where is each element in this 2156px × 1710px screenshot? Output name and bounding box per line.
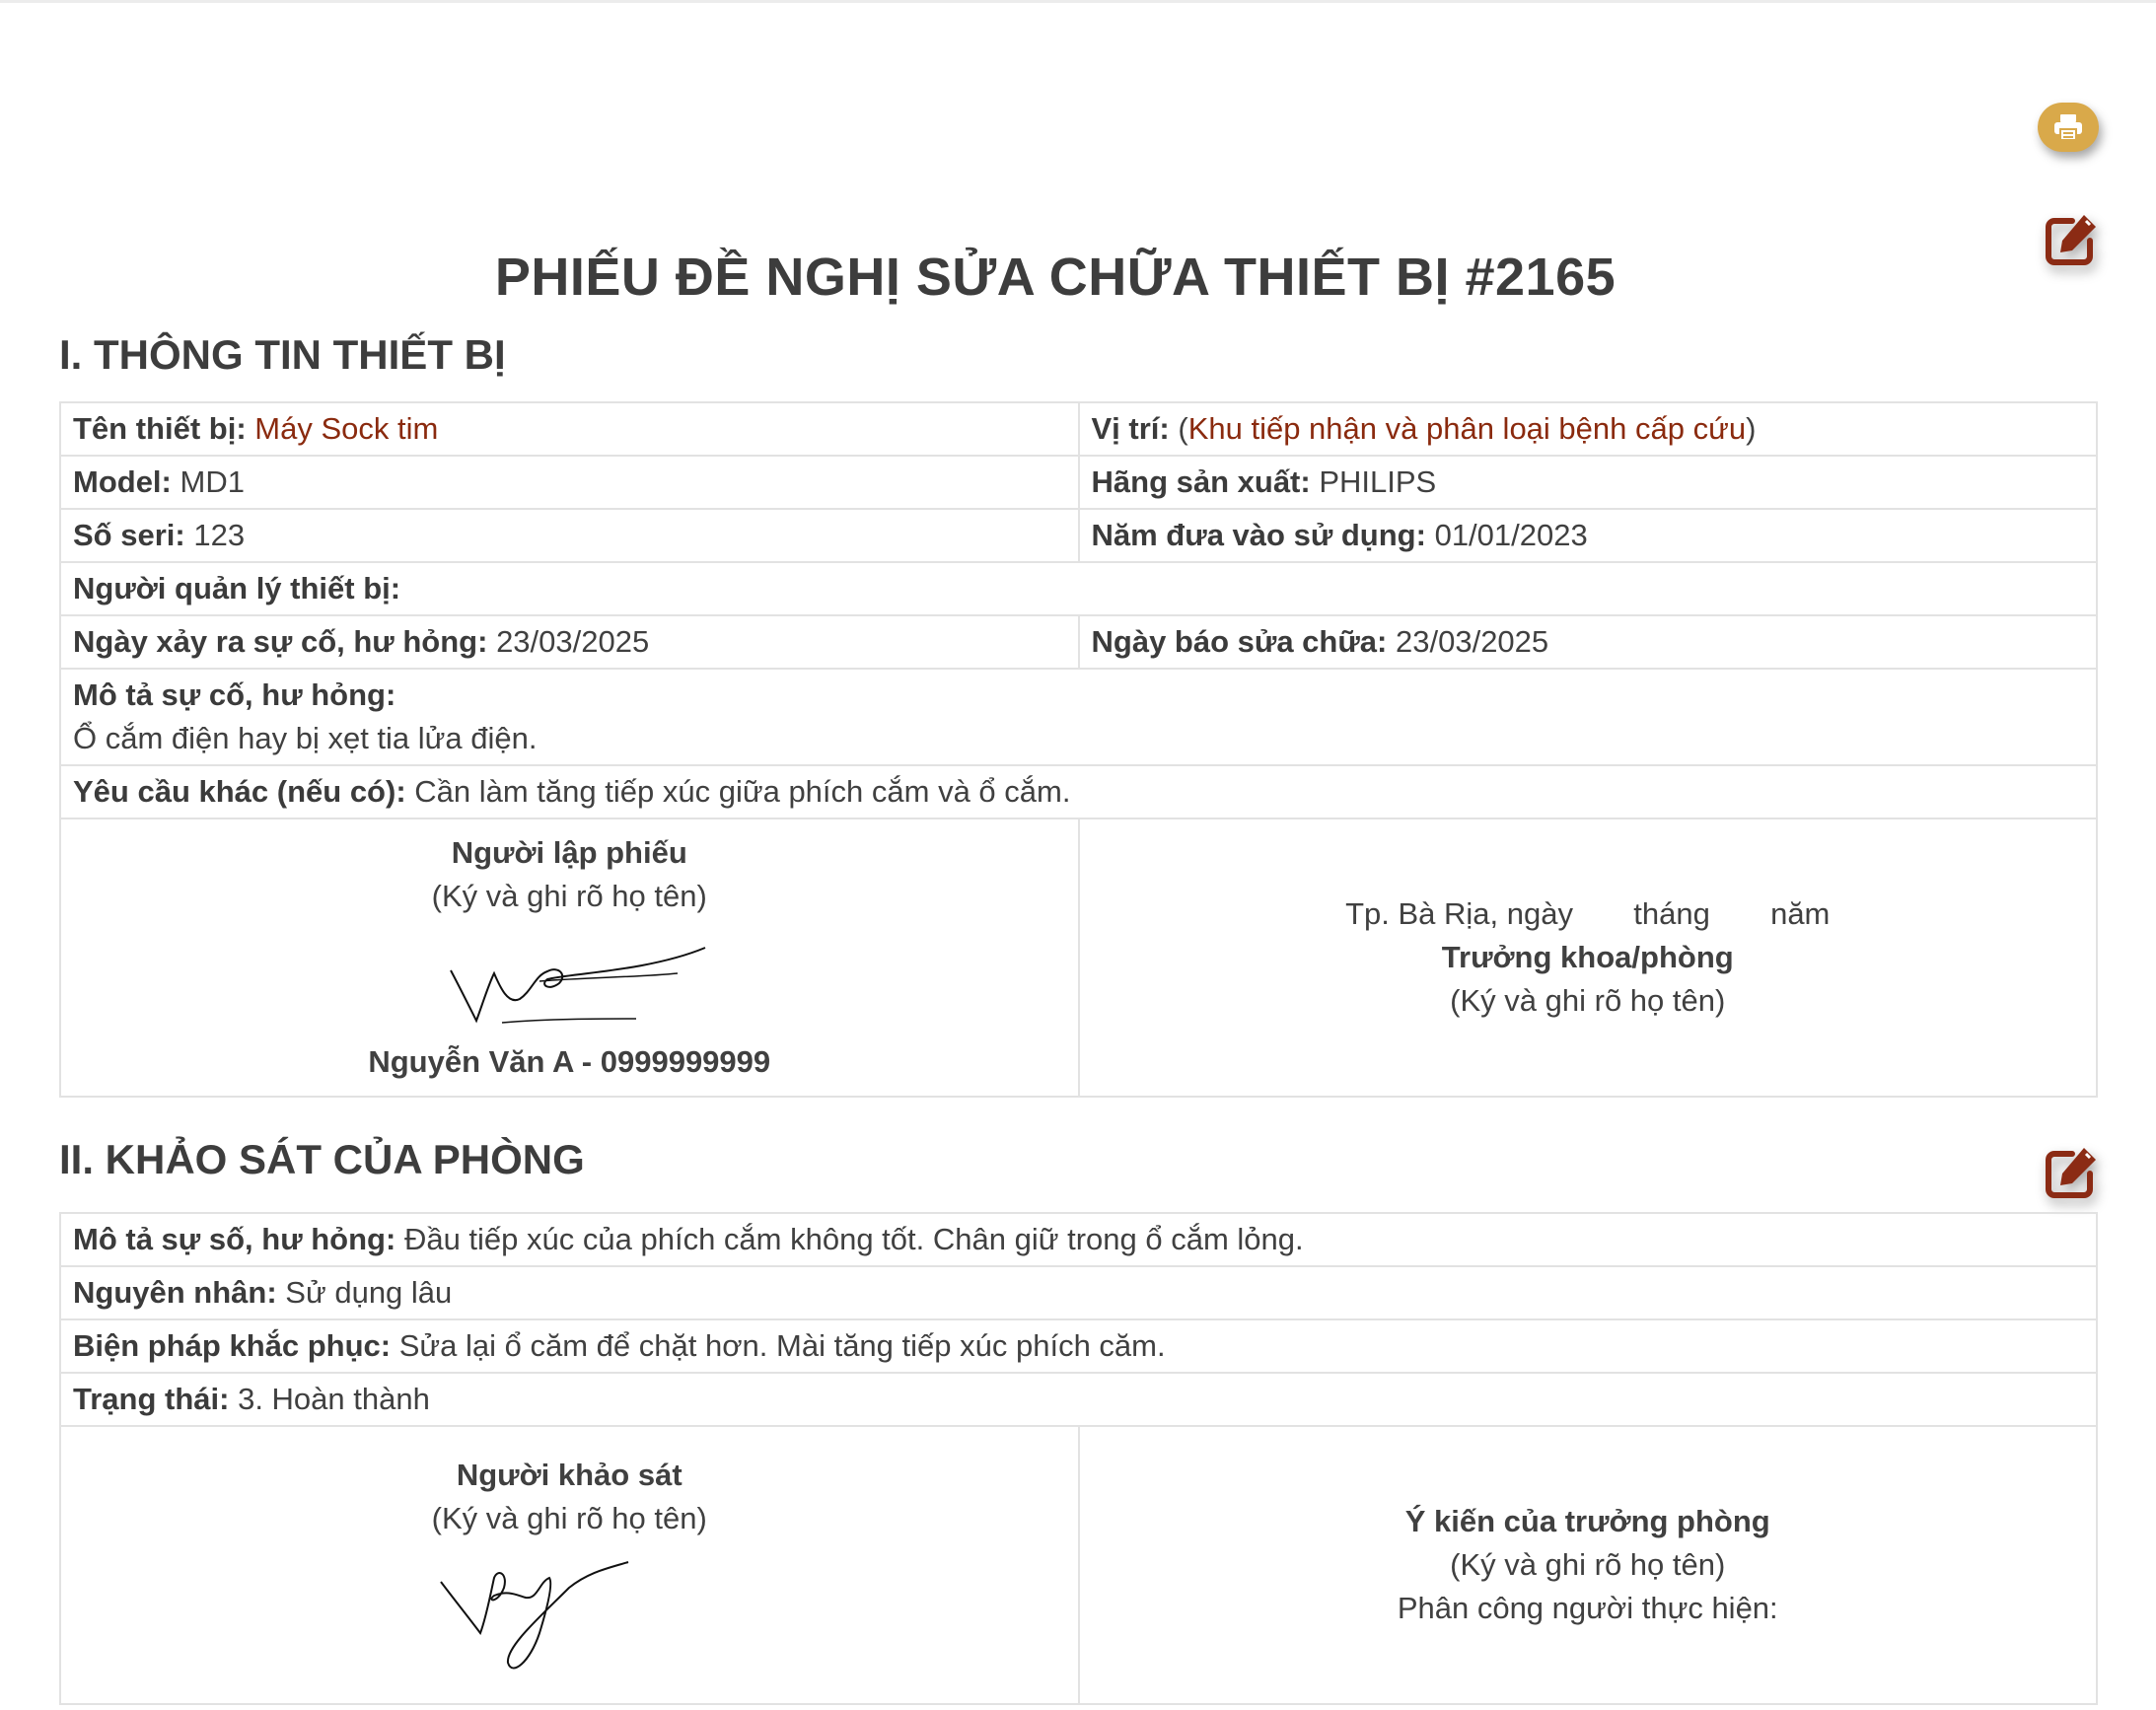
department-head-signature-cell — [1079, 819, 2098, 1097]
manufacturer-cell — [1079, 456, 2098, 509]
surveyor-sign-note: (Ký và ghi rõ họ tên) — [431, 1501, 707, 1535]
edit-icon — [2043, 1144, 2102, 1201]
location-value: Khu tiếp nhận và phân loại bệnh cấp cứu — [1187, 411, 1747, 446]
device-name-label: Tên thiết bị: — [73, 411, 247, 446]
other-request-cell — [60, 765, 2097, 819]
department-head-title: Trưởng khoa/phòng — [1441, 940, 1734, 974]
table-row — [60, 1319, 2097, 1373]
description-value: Ổ cắm điện hay bị xẹt tia lửa điện. — [73, 721, 538, 755]
incident-date-value: 23/03/2025 — [496, 624, 650, 659]
survey-table — [59, 1212, 2098, 1705]
fix-value: Sửa lại ổ căm để chặt hơn. Mài tăng tiếp xúc phích căm. — [398, 1328, 1166, 1363]
location-open-paren: ( — [1178, 411, 1188, 446]
date-year: năm — [1770, 896, 1831, 931]
report-date-cell — [1079, 615, 2098, 669]
model-cell — [60, 456, 1079, 509]
creator-signature-cell — [60, 819, 1079, 1097]
head-opinion-cell — [1079, 1426, 2098, 1704]
manufacturer-label: Hãng sản xuất: — [1091, 464, 1311, 499]
manager-label: Người quản lý thiết bị: — [73, 571, 401, 606]
status-cell — [60, 1373, 2097, 1426]
status-label: Trạng thái: — [73, 1382, 230, 1416]
opinion-sign-note: (Ký và ghi rõ họ tên) — [1450, 1547, 1726, 1582]
table-row — [60, 819, 2097, 1097]
location-label: Vị trí: — [1091, 411, 1170, 446]
table-row — [60, 669, 2097, 765]
table-row — [60, 402, 2097, 456]
edit-survey-button[interactable] — [2042, 1142, 2103, 1203]
document-title: PHIẾU ĐỀ NGHỊ SỬA CHỮA THIẾT BỊ #2165 — [494, 248, 1617, 307]
location-cell — [1079, 402, 2098, 456]
creator-title: Người lập phiếu — [451, 835, 687, 870]
table-row — [60, 456, 2097, 509]
report-date-value: 23/03/2025 — [1396, 624, 1549, 659]
manufacturer-value: PHILIPS — [1319, 464, 1437, 499]
creator-sign-note: (Ký và ghi rõ họ tên) — [431, 879, 707, 913]
survey-description-value: Đầu tiếp xúc của phích cắm không tốt. Chân giữ trong ổ cắm lỏng. — [403, 1222, 1304, 1256]
print-button[interactable] — [2038, 103, 2099, 152]
location-close-paren: ) — [1746, 411, 1757, 446]
year-cell — [1079, 509, 2098, 562]
table-row — [60, 509, 2097, 562]
table-row — [60, 562, 2097, 615]
surveyor-signature — [392, 1548, 747, 1676]
opinion-title: Ý kiến của trưởng phòng — [1404, 1504, 1770, 1538]
cause-cell — [60, 1266, 2097, 1319]
assign-label: Phân công người thực hiện: — [1397, 1591, 1778, 1625]
serial-value: 123 — [193, 518, 246, 552]
model-label: Model: — [73, 464, 172, 499]
description-label: Mô tả sự cố, hư hỏng: — [73, 677, 396, 712]
print-icon — [2051, 112, 2085, 142]
serial-cell — [60, 509, 1079, 562]
table-row — [60, 765, 2097, 819]
device-info-table — [59, 401, 2098, 1098]
cause-label: Nguyên nhân: — [73, 1275, 277, 1310]
date-line — [1092, 892, 2085, 936]
report-date-label: Ngày báo sửa chữa: — [1091, 624, 1388, 659]
survey-description-cell — [60, 1213, 2097, 1266]
section-device-info-heading: I. THÔNG TIN THIẾT BỊ — [59, 331, 506, 378]
year-value: 01/01/2023 — [1434, 518, 1588, 552]
creator-name: Nguyễn Văn A - 0999999999 — [368, 1044, 771, 1079]
surveyor-title: Người khảo sát — [456, 1458, 683, 1492]
cause-value: Sử dụng lâu — [285, 1275, 453, 1310]
other-request-label: Yêu cầu khác (nếu có): — [73, 774, 406, 809]
table-row — [60, 1266, 2097, 1319]
section-survey-heading: II. KHẢO SÁT CỦA PHÒNG — [59, 1136, 585, 1182]
year-label: Năm đưa vào sử dụng: — [1091, 518, 1426, 552]
other-request-value: Cần làm tăng tiếp xúc giữa phích cắm và ổ cắm. — [414, 774, 1071, 809]
date-month: tháng — [1633, 896, 1710, 931]
table-row — [60, 1426, 2097, 1704]
survey-description-label: Mô tả sự số, hư hỏng: — [73, 1222, 396, 1256]
table-row — [60, 1373, 2097, 1426]
surveyor-signature-cell — [60, 1426, 1079, 1704]
incident-date-cell — [60, 615, 1079, 669]
creator-signature — [392, 926, 747, 1034]
fix-label: Biện pháp khắc phục: — [73, 1328, 392, 1363]
incident-date-label: Ngày xảy ra sự cố, hư hỏng: — [73, 624, 488, 659]
device-name-cell — [60, 402, 1079, 456]
description-cell — [60, 669, 2097, 765]
model-value: MD1 — [180, 464, 245, 499]
fix-cell — [60, 1319, 2097, 1373]
serial-label: Số seri: — [73, 518, 185, 552]
top-divider — [0, 0, 2156, 3]
device-name-value: Máy Sock tim — [254, 411, 439, 446]
status-value: 3. Hoàn thành — [238, 1382, 430, 1416]
manager-cell — [60, 562, 2097, 615]
table-row — [60, 615, 2097, 669]
date-place: Tp. Bà Rịa, ngày — [1345, 896, 1573, 931]
table-row — [60, 1213, 2097, 1266]
department-head-sign-note: (Ký và ghi rõ họ tên) — [1450, 983, 1726, 1018]
